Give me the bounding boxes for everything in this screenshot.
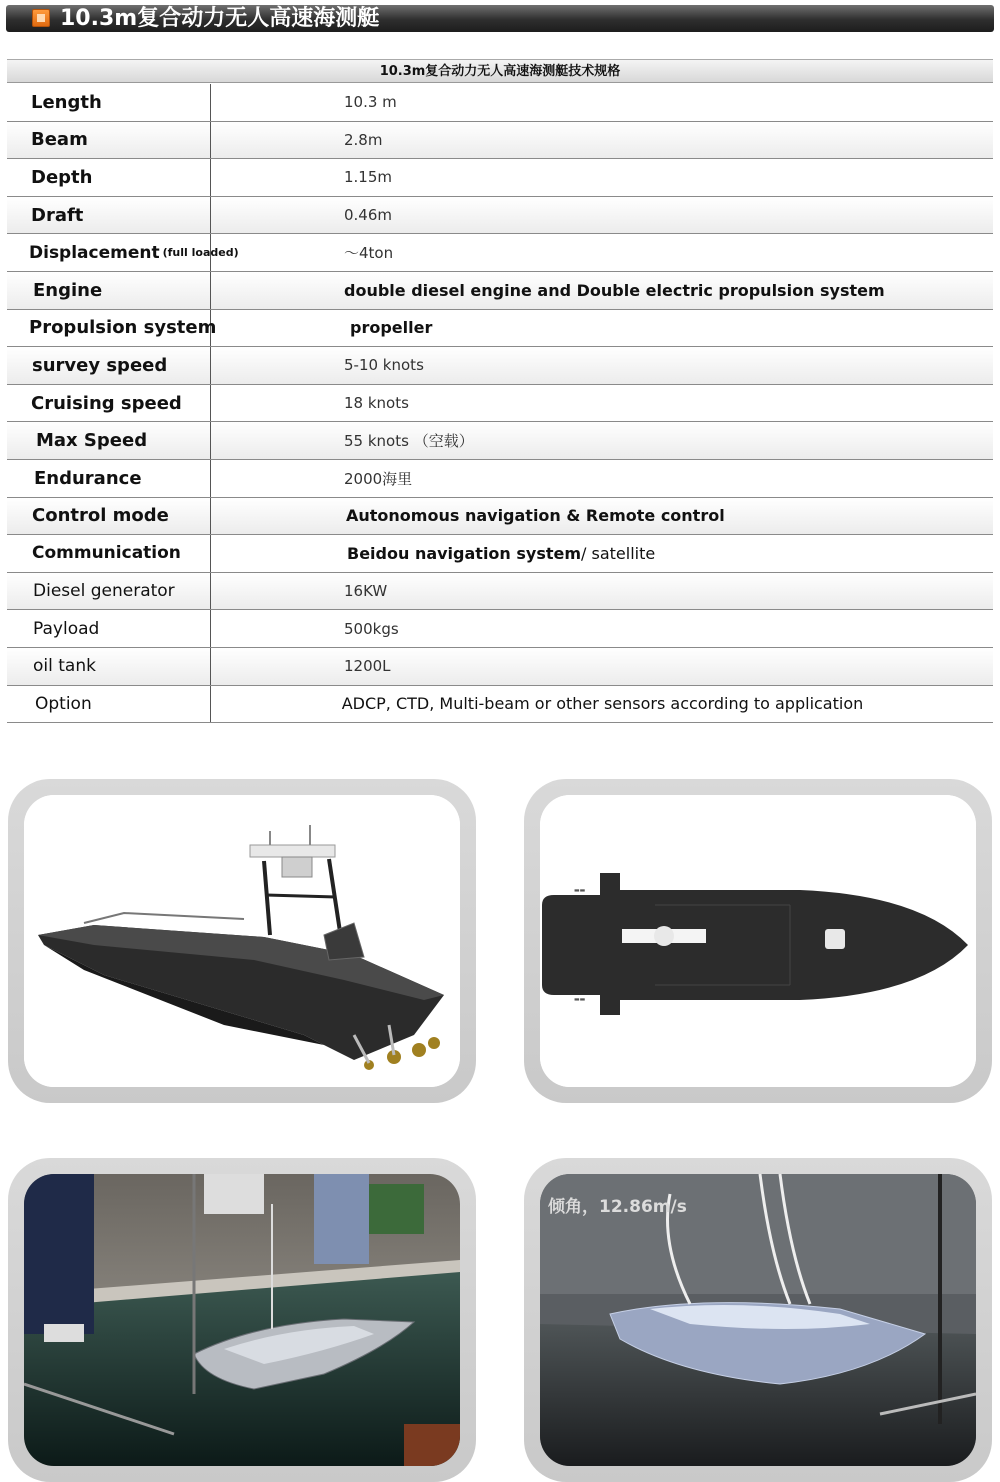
spec-value: 18 knots (344, 394, 409, 413)
spec-label: Max Speed (7, 422, 211, 459)
spec-row-max-speed (7, 422, 993, 460)
svg-text:▬▬: ▬▬ (574, 996, 586, 1003)
spec-row-displacement (7, 234, 993, 272)
spec-row-length (7, 84, 993, 122)
spec-value: propeller (350, 318, 433, 338)
spec-label: Control mode (7, 498, 211, 535)
tilt-overlay-text: 倾角，12.86m/s (548, 1197, 687, 1217)
spec-table-caption: 10.3m复合动力无人高速海测艇技术规格 (7, 59, 993, 83)
spec-label: Depth (7, 159, 211, 196)
spec-value: 1.15m (344, 168, 393, 187)
spec-label: Diesel generator (7, 573, 211, 610)
spec-value: 0.46m (344, 206, 393, 225)
spec-label: Communication (7, 535, 211, 572)
spec-row-draft (7, 197, 993, 235)
spec-value: 2.8m (344, 130, 383, 149)
spec-value: 1200L (344, 657, 391, 676)
spec-row-engine (7, 272, 993, 310)
spec-label: Cruising speed (7, 385, 211, 422)
boat-tank-test-tilt (540, 1174, 976, 1466)
spec-row-control-mode (7, 498, 993, 536)
spec-row-survey-speed (7, 347, 993, 385)
spec-value: 10.3 m (344, 93, 397, 112)
spec-value-rest: / satellite (581, 543, 656, 563)
spec-label: Draft (7, 197, 211, 234)
photo-frame-top-view (524, 779, 992, 1103)
spec-row-beam (7, 122, 993, 160)
svg-text:▬▬: ▬▬ (574, 887, 586, 894)
spec-label: Beam (7, 122, 211, 159)
boat-tank-test (24, 1174, 460, 1466)
orange-square-icon (32, 9, 50, 27)
spec-value: 5-10 knots (344, 356, 424, 375)
spec-value: 500kgs (344, 619, 399, 638)
spec-value: ～4ton (344, 244, 394, 263)
spec-value: 2000海里 (344, 469, 413, 488)
spec-value (212, 535, 993, 572)
spec-value: double diesel engine and Double electric propulsion system (344, 280, 885, 300)
spec-row-diesel-generator (7, 573, 993, 611)
spec-value: ADCP, CTD, Multi-beam or other sensors according to application (341, 694, 864, 714)
spec-label: oil tank (7, 648, 211, 685)
spec-value: 16KW (344, 582, 388, 601)
spec-label-text: Displacement (29, 242, 160, 263)
section-header (6, 5, 994, 32)
section-title: 10.3m复合动力无人高速海测艇 (60, 6, 380, 31)
spec-row-cruising-speed (7, 385, 993, 423)
spec-label: Engine (7, 272, 211, 309)
spec-row-propulsion (7, 310, 993, 348)
spec-row-endurance (7, 460, 993, 498)
spec-table (7, 84, 993, 723)
spec-row-oil-tank (7, 648, 993, 686)
spec-value-bold: Beidou navigation system (347, 543, 582, 563)
spec-label-note: (full loaded) (162, 246, 239, 260)
spec-label (7, 234, 239, 271)
spec-row-option (7, 686, 993, 724)
spec-value: Autonomous navigation & Remote control (346, 506, 725, 526)
spec-label: Option (7, 686, 211, 723)
spec-label: survey speed (7, 347, 211, 384)
photo-frame-tank-test (8, 1158, 476, 1482)
photo-frame-tilt-test (524, 1158, 992, 1482)
spec-value: 55 knots （空载） (344, 432, 474, 451)
boat-top-view (540, 795, 976, 1087)
spec-label: Endurance (7, 460, 211, 497)
spec-row-payload (7, 610, 993, 648)
spec-label: Payload (7, 610, 211, 647)
spec-label: Propulsion system (7, 310, 211, 347)
photo-frame-render (8, 779, 476, 1103)
spec-row-depth (7, 159, 993, 197)
spec-row-communication (7, 535, 993, 573)
spec-label: Length (7, 84, 211, 121)
boat-3d-render (24, 795, 460, 1087)
